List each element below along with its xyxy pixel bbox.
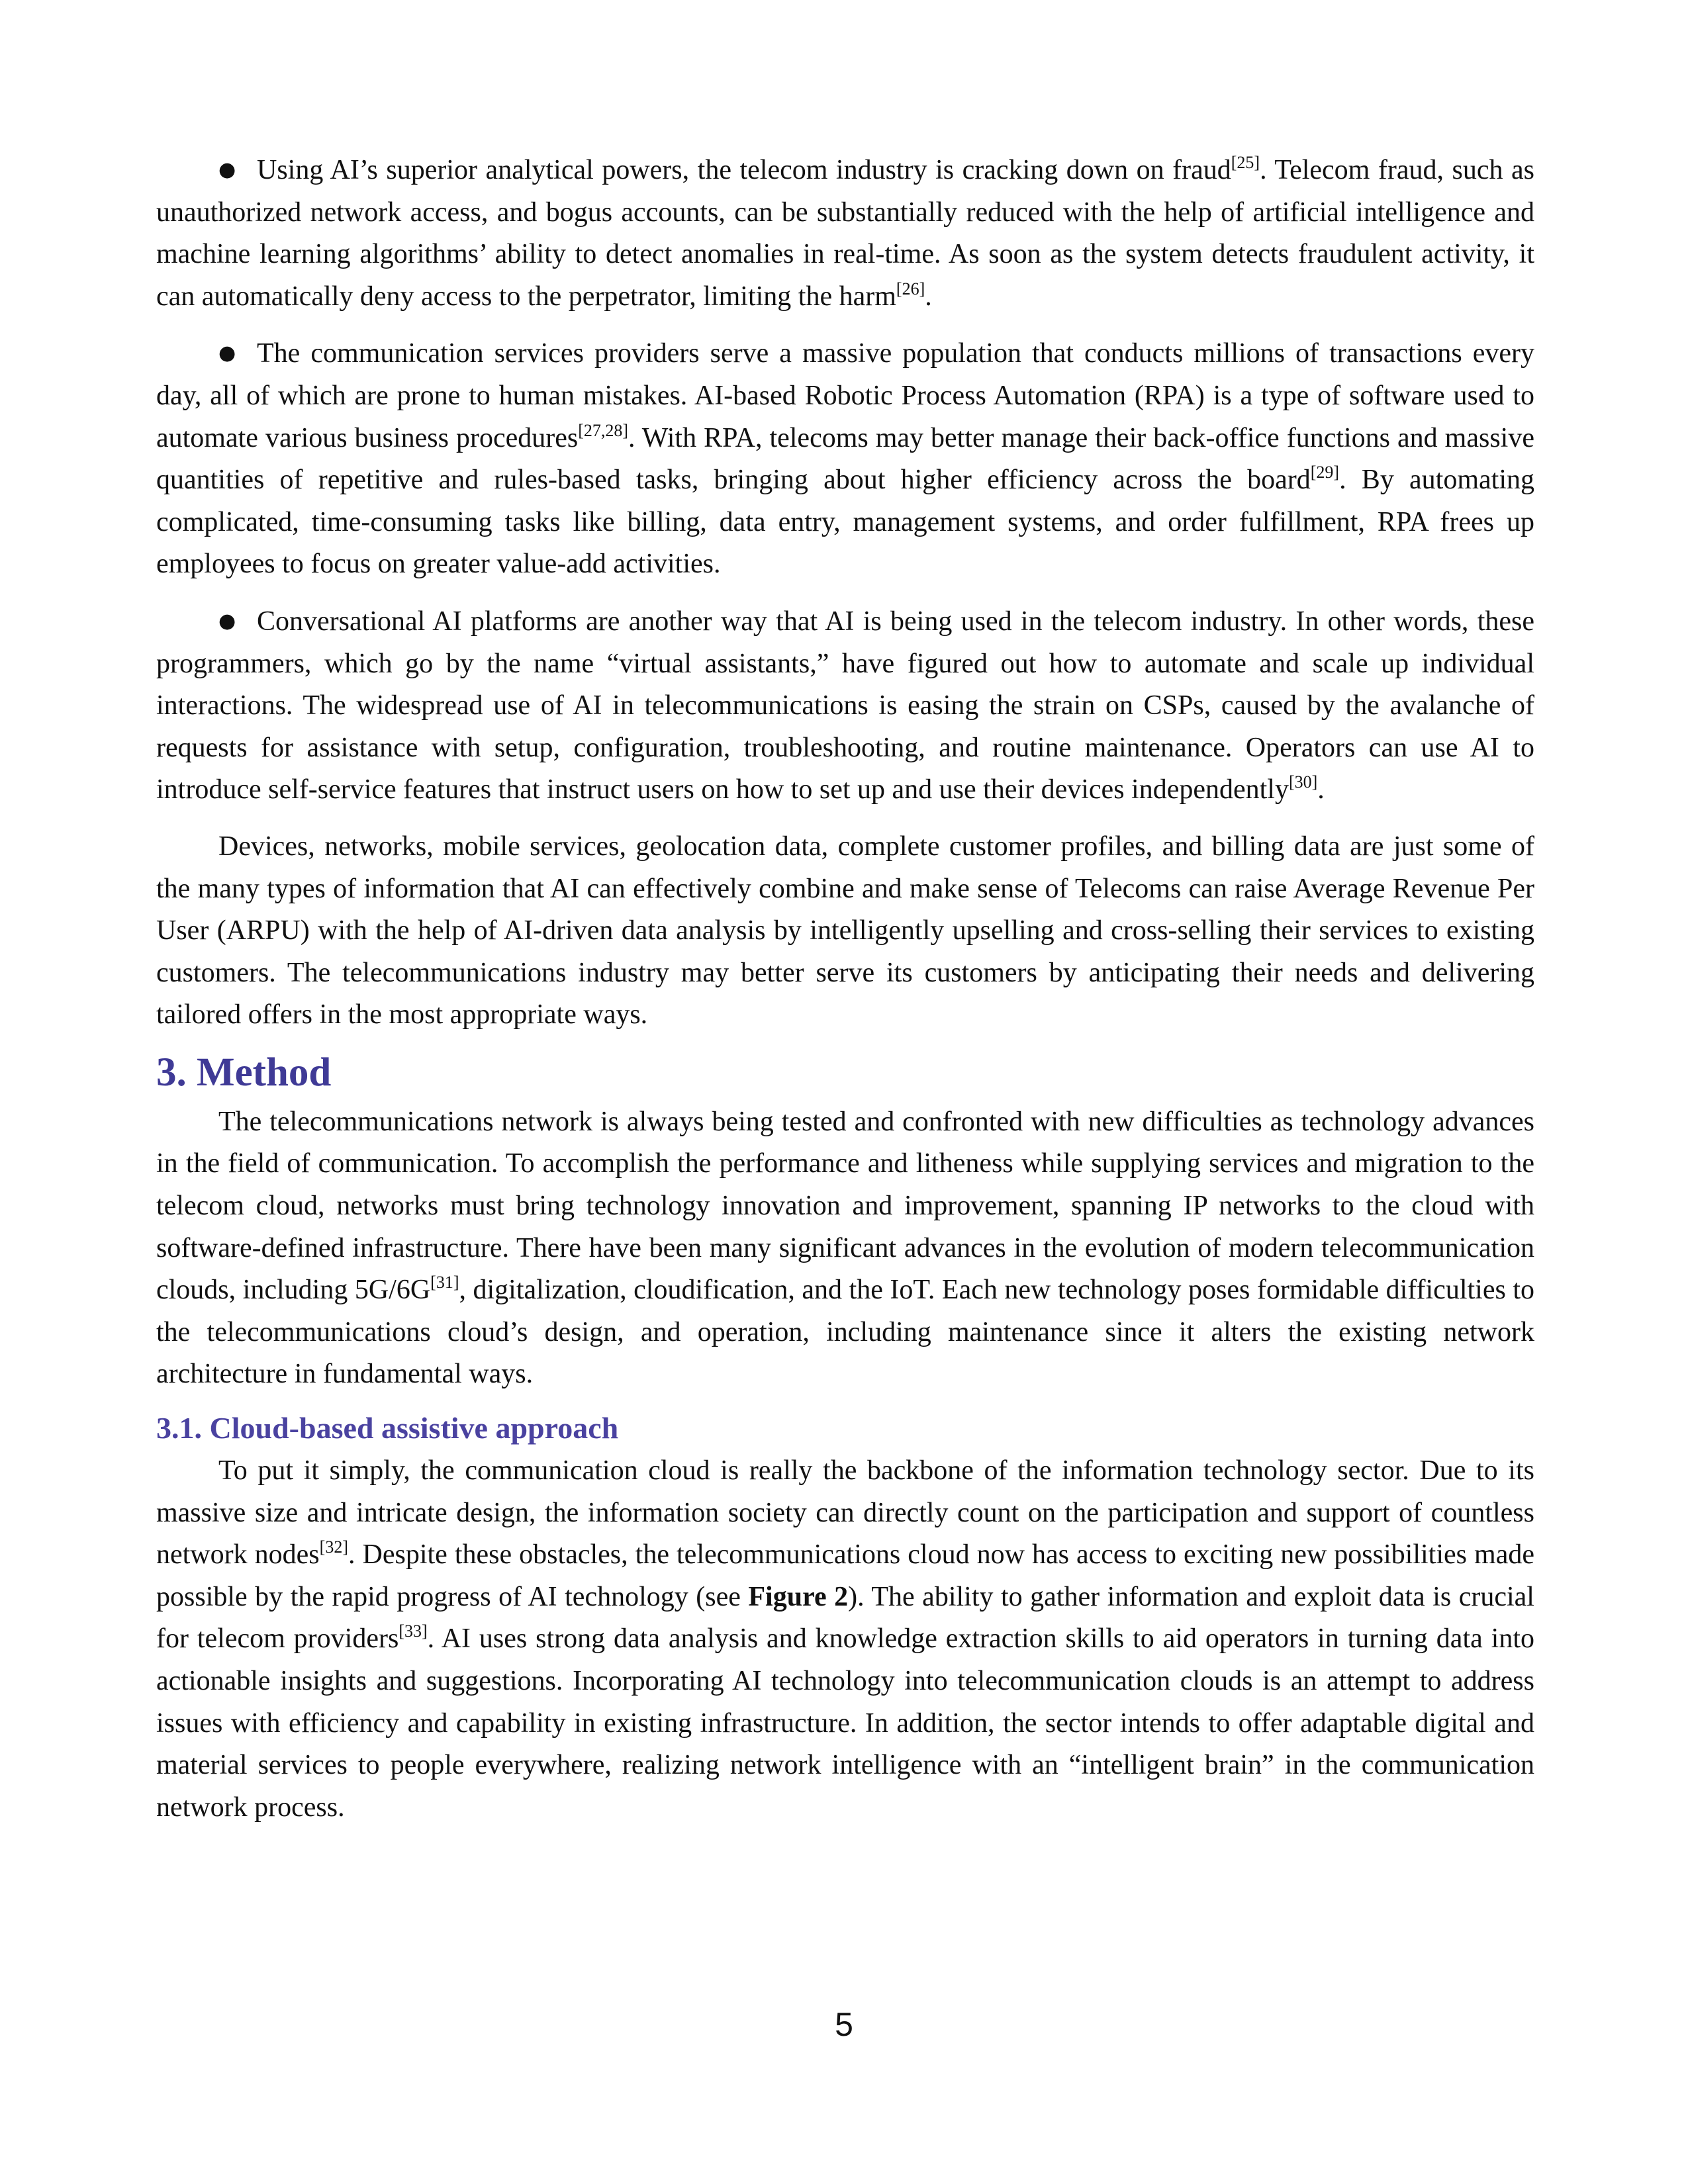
bullet-text: . By automating complicated, time-consuming tasks like billing, data entry, management systems, and order fulfillment, RPA frees up employees to focus on greater value-add activities.	[156, 465, 1534, 580]
method-paragraph	[156, 1101, 1534, 1396]
bullet-item-conversational-ai	[156, 600, 1534, 811]
figure-reference[interactable]: Figure 2	[748, 1581, 849, 1612]
citation[interactable]: [31]	[430, 1273, 459, 1293]
section-heading: 3. Method	[156, 1050, 332, 1095]
cloud-paragraph	[156, 1450, 1534, 1829]
paragraph-text: . AI uses strong data analysis and knowledge extraction skills to aid operators in turning data into actionable insights and suggestions. Incorporating AI technology into telecommunication clouds is an attempt to address issues with efficiency and capability in existing infrastructure. In addition, the sector intends to offer adaptable digital and material services to people everywhere, realizing network intelligence with an “intelligent brain” in the communication network process.	[156, 1623, 1534, 1823]
bullet-text: The communication services providers serve a massive population that conducts millions of transactions every day, all of which are prone to human mistakes. AI-based Robotic Process Automation (RPA) is a type of software used to automate various business procedures	[156, 338, 1534, 453]
citation[interactable]: [32]	[319, 1537, 348, 1557]
subsection-heading: 3.1. Cloud-based assistive approach	[156, 1411, 619, 1445]
citation[interactable]: [27,28]	[578, 420, 629, 440]
citation[interactable]: [25]	[1231, 153, 1260, 172]
paragraph-text: The telecommunications network is always being tested and confronted with new difficulties as technology advances in the field of communication. To accomplish the performance and litheness while supplying services and migration to the telecom cloud, networks must bring technology innovation and improvement, spanning IP networks to the cloud with software-defined infrastructure. There have been many significant advances in the evolution of modern telecommunication clouds, including 5G/6G	[156, 1106, 1534, 1306]
citation[interactable]: [33]	[399, 1621, 428, 1641]
bullet-text: Using AI’s superior analytical powers, the telecom industry is cracking down on fraud	[257, 155, 1231, 185]
paragraph-text: . Despite these obstacles, the telecommunications cloud now has access to exciting new possibilities made possible by the rapid progress of AI technology (see	[156, 1539, 1534, 1612]
bullet-icon: ●	[218, 609, 236, 633]
bullet-icon: ●	[218, 341, 236, 365]
paragraph-text: , digitalization, cloudification, and the IoT. Each new technology poses formidable difficulties to the telecommunications cloud’s design, and operation, including maintenance since it alters the existing network architecture in fundamental ways.	[156, 1275, 1534, 1390]
page-number: 5	[835, 2006, 853, 2043]
intro-paragraph: Devices, networks, mobile services, geolocation data, complete customer profiles, and billing data are just some of the many types of information that AI can effectively combine and make sense of Telecoms can raise Average Revenue Per User (ARPU) with the help of AI-driven data analysis by intelligently upselling and cross-selling their services to existing customers. The telecommunications industry may better serve its customers by anticipating their needs and delivering tailored offers in the most appropriate ways.	[156, 831, 1534, 1030]
bullet-text: .	[925, 281, 932, 312]
citation[interactable]: [26]	[896, 279, 925, 298]
paragraph-text: To put it simply, the communication cloud is really the backbone of the information technology sector. Due to its massive size and intricate design, the information society can directly count on the participation and support of countless network nodes	[156, 1455, 1534, 1570]
bullet-text: .	[1317, 774, 1325, 805]
citation[interactable]: [29]	[1310, 463, 1340, 482]
page-body	[156, 149, 1534, 1829]
bullet-icon: ●	[218, 158, 236, 181]
paragraph-text: ). The ability to gather information and exploit data is crucial for telecom providers	[156, 1581, 1534, 1655]
bullet-text: . With RPA, telecoms may better manage their back-office functions and massive quantities of repetitive and rules-based tasks, bringing about higher efficiency across the board	[156, 422, 1534, 496]
bullet-text: Conversational AI platforms are another way that AI is being used in the telecom industry. In other words, these programmers, which go by the name “virtual assistants,” have figured out how to automate and scale up individual interactions. The widespread use of AI in telecommunications is easing the strain on CSPs, caused by the avalanche of requests for assistance with setup, configuration, troubleshooting, and routine maintenance. Operators can use AI to introduce self-service features that instruct users on how to set up and use their devices independently	[156, 606, 1534, 805]
bullet-item-rpa	[156, 332, 1534, 586]
bullet-text: . Telecom fraud, such as unauthorized network access, and bogus accounts, can be substantially reduced with the help of artificial intelligence and machine learning algorithms’ ability to detect anomalies in real-time. As soon as the system detects fraudulent activity, it can automatically deny access to the perpetrator, limiting the harm	[156, 155, 1534, 312]
bullet-item-fraud	[156, 149, 1534, 318]
citation[interactable]: [30]	[1288, 772, 1318, 792]
